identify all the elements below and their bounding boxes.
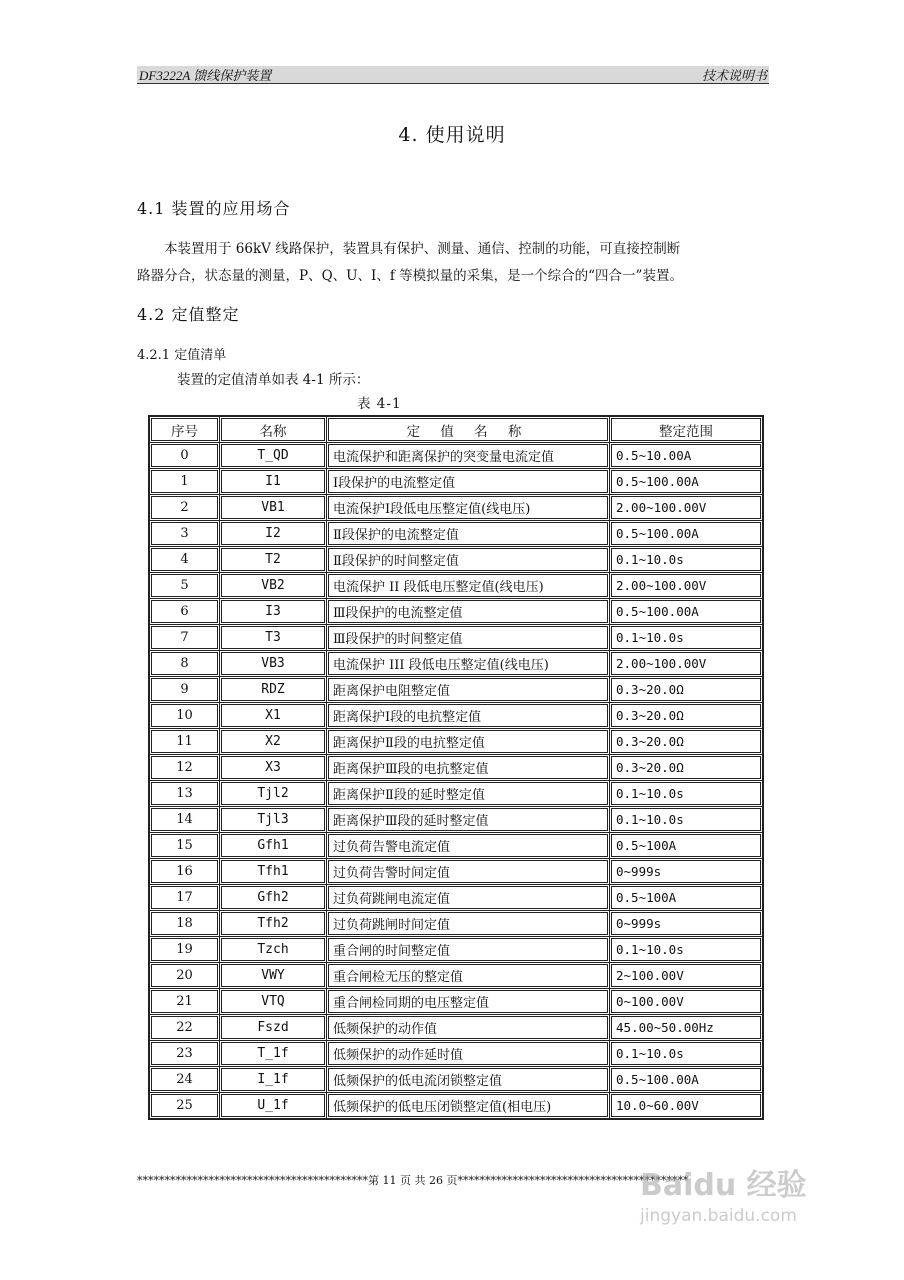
cell-desc: Ⅲ段保护的时间整定值 (327, 625, 610, 651)
table-row (149, 469, 763, 495)
table-row (149, 911, 763, 937)
cell-name: T_1f (220, 1041, 327, 1067)
cell-desc: 重合闸检同期的电压整定值 (327, 989, 610, 1015)
cell-name: Tfh1 (220, 859, 327, 885)
cell-range: 10.0~60.00V (610, 1093, 764, 1120)
page-header (137, 66, 769, 84)
cell-range: 0.3~20.0Ω (610, 677, 764, 703)
cell-name: VTQ (220, 989, 327, 1015)
cell-range: 0.5~100A (610, 885, 764, 911)
cell-range: 45.00~50.00Hz (610, 1015, 764, 1041)
header-doc-type: 技术说明书 (701, 68, 767, 83)
cell-name: T3 (220, 625, 327, 651)
table-row (149, 729, 763, 755)
header-doc-title: DF3222A 馈线保护装置 (139, 68, 272, 83)
cell-no: 9 (149, 677, 220, 703)
cell-desc: Ⅱ段保护的时间整定值 (327, 547, 610, 573)
cell-desc: Ⅲ段保护的电流整定值 (327, 599, 610, 625)
cell-name: T_QD (220, 443, 327, 469)
cell-desc: 低频保护的动作值 (327, 1015, 610, 1041)
baidu-watermark (640, 1160, 807, 1226)
table-row (149, 807, 763, 833)
cell-no: 13 (149, 781, 220, 807)
cell-name: RDZ (220, 677, 327, 703)
cell-desc: 过负荷告警时间定值 (327, 859, 610, 885)
watermark-logo: Baidu 经验 (640, 1168, 807, 1203)
table-row (149, 937, 763, 963)
cell-no: 21 (149, 989, 220, 1015)
cell-no: 6 (149, 599, 220, 625)
cell-range: 0~999s (610, 859, 764, 885)
cell-desc: 电流保护 III 段低电压整定值(线电压) (327, 651, 610, 677)
cell-name: Tjl3 (220, 807, 327, 833)
cell-name: T2 (220, 547, 327, 573)
cell-no: 20 (149, 963, 220, 989)
cell-desc: 距离保护Ⅱ段的电抗整定值 (327, 729, 610, 755)
cell-range: 2~100.00V (610, 963, 764, 989)
cell-range: 0.1~10.0s (610, 625, 764, 651)
page-footer: ******************************************第 11 页 共 26 页****************************************** (137, 1174, 689, 1187)
table-row (149, 755, 763, 781)
cell-range: 0.5~100.00A (610, 1067, 764, 1093)
cell-desc: 低频保护的动作延时值 (327, 1041, 610, 1067)
cell-no: 23 (149, 1041, 220, 1067)
cell-name: VB3 (220, 651, 327, 677)
table-row (149, 573, 763, 599)
cell-range: 0.5~10.00A (610, 443, 764, 469)
cell-name: VB2 (220, 573, 327, 599)
cell-name: VB1 (220, 495, 327, 521)
table-row (149, 547, 763, 573)
cell-desc: 距离保护Ⅲ段的电抗整定值 (327, 755, 610, 781)
cell-range: 0.5~100.00A (610, 599, 764, 625)
cell-name: X2 (220, 729, 327, 755)
table-row (149, 495, 763, 521)
cell-range: 0.1~10.0s (610, 781, 764, 807)
cell-no: 25 (149, 1093, 220, 1120)
section-4-1-paragraph (137, 236, 777, 290)
cell-desc: 电流保护Ⅰ段低电压整定值(线电压) (327, 495, 610, 521)
table-row (149, 1041, 763, 1067)
cell-desc: 重合闸的时间整定值 (327, 937, 610, 963)
watermark-url: jingyan.baidu.com (640, 1206, 797, 1226)
cell-range: 0.1~10.0s (610, 1041, 764, 1067)
cell-no: 10 (149, 703, 220, 729)
cell-no: 22 (149, 1015, 220, 1041)
cell-range: 0.1~10.0s (610, 547, 764, 573)
paragraph-line-2: 路器分合，状态量的测量，P、Q、U、I、f 等模拟量的采集，是一个综合的“四合一”装置。 (137, 268, 683, 284)
settings-table (148, 415, 764, 1120)
cell-desc: 低频保护的低电压闭锁整定值(相电压) (327, 1093, 610, 1120)
cell-no: 16 (149, 859, 220, 885)
cell-range: 0.5~100A (610, 833, 764, 859)
cell-name: X1 (220, 703, 327, 729)
table-body (149, 443, 763, 1120)
table-row (149, 1015, 763, 1041)
cell-no: 4 (149, 547, 220, 573)
cell-range: 0.5~100.00A (610, 469, 764, 495)
cell-range: 0.1~10.0s (610, 807, 764, 833)
header-range: 整定范围 (610, 416, 764, 443)
cell-range: 0.3~20.0Ω (610, 755, 764, 781)
paragraph-line-1: 本装置用于 66kV 线路保护，装置具有保护、测量、通信、控制的功能，可直接控制断 (164, 241, 681, 257)
cell-name: Tzch (220, 937, 327, 963)
table-caption: 表 4-1 (357, 396, 402, 412)
section-4-2-1-heading: 4.2.1 定值清单 (137, 348, 227, 363)
cell-name: Fszd (220, 1015, 327, 1041)
cell-desc: Ⅱ段保护的电流整定值 (327, 521, 610, 547)
cell-desc: 电流保护和距离保护的突变量电流定值 (327, 443, 610, 469)
cell-no: 1 (149, 469, 220, 495)
cell-range: 2.00~100.00V (610, 495, 764, 521)
cell-name: Tjl2 (220, 781, 327, 807)
cell-name: I_1f (220, 1067, 327, 1093)
table-row (149, 1093, 763, 1120)
cell-no: 5 (149, 573, 220, 599)
table-row (149, 859, 763, 885)
cell-name: Tfh2 (220, 911, 327, 937)
cell-name: X3 (220, 755, 327, 781)
cell-name: Gfh1 (220, 833, 327, 859)
cell-desc: 距离保护Ⅲ段的延时整定值 (327, 807, 610, 833)
cell-no: 19 (149, 937, 220, 963)
table-row (149, 599, 763, 625)
table-row (149, 833, 763, 859)
header-no: 序号 (149, 416, 220, 443)
cell-no: 0 (149, 443, 220, 469)
table-row (149, 703, 763, 729)
cell-no: 7 (149, 625, 220, 651)
table-row (149, 989, 763, 1015)
table-row (149, 885, 763, 911)
table-intro-text: 装置的定值清单如表 4-1 所示： (177, 372, 370, 388)
cell-desc: 低频保护的低电流闭锁整定值 (327, 1067, 610, 1093)
cell-no: 3 (149, 521, 220, 547)
cell-name: VWY (220, 963, 327, 989)
table-row (149, 963, 763, 989)
cell-range: 0.3~20.0Ω (610, 703, 764, 729)
cell-name: U_1f (220, 1093, 327, 1120)
header-name: 名称 (220, 416, 327, 443)
table-row (149, 651, 763, 677)
cell-desc: 过负荷告警电流定值 (327, 833, 610, 859)
cell-range: 0.3~20.0Ω (610, 729, 764, 755)
cell-no: 15 (149, 833, 220, 859)
cell-desc: 电流保护 II 段低电压整定值(线电压) (327, 573, 610, 599)
page-title: 4. 使用说明 (398, 124, 506, 146)
table-row (149, 443, 763, 469)
cell-desc: 距离保护Ⅰ段的电抗整定值 (327, 703, 610, 729)
table-header-row (149, 416, 763, 443)
cell-desc: 过负荷跳闸电流定值 (327, 885, 610, 911)
table-row (149, 781, 763, 807)
cell-no: 24 (149, 1067, 220, 1093)
cell-name: I3 (220, 599, 327, 625)
section-4-1-heading: 4.1 装置的应用场合 (137, 199, 291, 218)
cell-no: 14 (149, 807, 220, 833)
cell-range: 2.00~100.00V (610, 573, 764, 599)
section-4-2-heading: 4.2 定值整定 (137, 305, 240, 324)
cell-no: 2 (149, 495, 220, 521)
header-desc: 定 值 名 称 (327, 416, 610, 443)
cell-desc: Ⅰ段保护的电流整定值 (327, 469, 610, 495)
cell-range: 0.1~10.0s (610, 937, 764, 963)
cell-range: 0.5~100.00A (610, 521, 764, 547)
cell-no: 8 (149, 651, 220, 677)
cell-name: I2 (220, 521, 327, 547)
cell-range: 2.00~100.00V (610, 651, 764, 677)
cell-desc: 重合闸检无压的整定值 (327, 963, 610, 989)
cell-desc: 过负荷跳闸时间定值 (327, 911, 610, 937)
cell-no: 18 (149, 911, 220, 937)
cell-name: I1 (220, 469, 327, 495)
cell-desc: 距离保护Ⅱ段的延时整定值 (327, 781, 610, 807)
cell-range: 0~100.00V (610, 989, 764, 1015)
cell-no: 12 (149, 755, 220, 781)
table-row (149, 521, 763, 547)
cell-no: 17 (149, 885, 220, 911)
table-row (149, 677, 763, 703)
cell-range: 0~999s (610, 911, 764, 937)
cell-no: 11 (149, 729, 220, 755)
table-row (149, 625, 763, 651)
cell-desc: 距离保护电阻整定值 (327, 677, 610, 703)
cell-name: Gfh2 (220, 885, 327, 911)
table-row (149, 1067, 763, 1093)
